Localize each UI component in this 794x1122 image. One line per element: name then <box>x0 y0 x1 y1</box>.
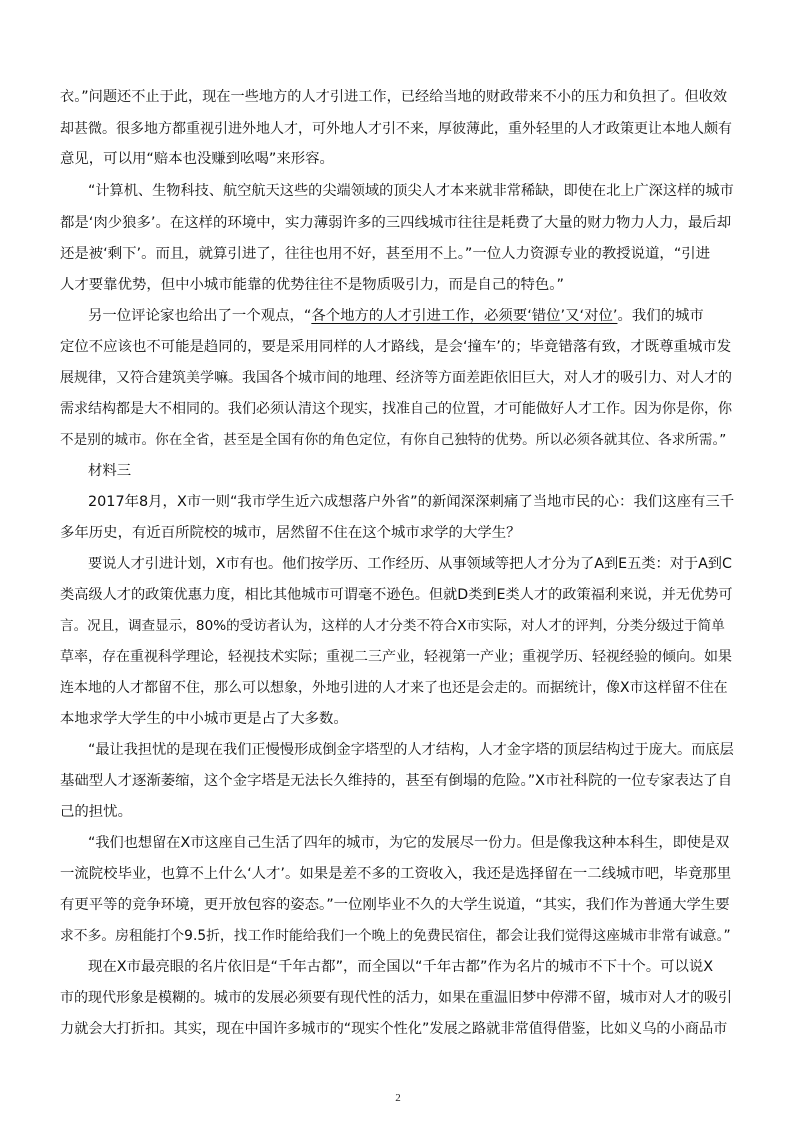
underlined-phrase: 各个地方的人才引进工作，必须要‘错位’又‘对位’ <box>311 308 618 324</box>
text-line: 力就会大打折扣。其实，现在中国许多城市的“现实个性化”发展之路就非常值得借鉴，比如义乌的小商品市 <box>60 1021 728 1037</box>
text-line: 类高级人才的政策优惠力度，相比其他城市可谓毫不逊色。但就D类到E类人才的政策福利来说，并无优势可 <box>60 587 733 603</box>
text-line: 己的担忧。 <box>60 804 132 820</box>
text-line: 2017年8月，X市一则“我市学生近六成想落户外省”的新闻深深刺痛了当地市民的心：我们这座有三千 <box>88 494 735 510</box>
text-line: 市的现代形象是模糊的。城市的发展必须要有现代性的活力，如果在重温旧梦中停滞不留，城市对人才的吸引 <box>60 990 732 1006</box>
text-line: 都是‘肉少狼多’。在这样的环境中，实力薄弱许多的三四线城市往往是耗费了大量的财力物力人力，最后却 <box>60 215 732 231</box>
text-line: 却甚微。很多地方都重视引进外地人才，可外地人才引不来，厚彼薄此，重外轻里的人才政策更让本地人颇有 <box>60 121 732 137</box>
text-line: 还是被‘剩下’。而且，就算引进了，往往也用不好，甚至用不上。”一位人力资源专业的教授说道，“引进 <box>60 246 711 262</box>
text-line: “计算机、生物科技、航空航天这些的尖端领域的顶尖人才本来就非常稀缺，即使在北上广深这样的城市 <box>88 183 734 199</box>
text-line: 连本地的人才都留不住，那么可以想象，外地引进的人才来了也还是会走的。而据统计，像X市这样留不住在 <box>60 680 728 696</box>
text-segment: 。我们的城市 <box>617 308 704 324</box>
text-line: “最让我担忧的是现在我们正慢慢形成倒金字塔型的人才结构，人才金字塔的顶层结构过于庞大。而底层 <box>88 742 734 758</box>
text-line: 衣。”问题还不止于此，现在一些地方的人才引进工作，已经给当地的财政带来不小的压力和负担了。但收效 <box>60 89 728 105</box>
text-line: 多年历史，有近百所院校的城市，居然留不住在这个城市求学的大学生？ <box>60 525 521 541</box>
text-line: “我们也想留在X市这座自己生活了四年的城市，为它的发展尽一份力。但是像我这种本科生，即使是双 <box>88 835 730 851</box>
page-number: 2 <box>395 1092 401 1104</box>
text-line: 定位不应该也不可能是趋同的，要是采用同样的人才路线，是会‘撞车’的；毕竟错落有致，才既尊重城市发 <box>60 339 732 355</box>
text-line: 草率，存在重视科学理论，轻视技术实际；重视二三产业，轻视第一产业；重视学历、轻视经验的倾向。如果 <box>60 649 732 665</box>
text-line: 需求结构都是大不相同的。我们必须认清这个现实，找准自己的位置，才可能做好人才工作。因为你是你，你 <box>60 401 732 417</box>
text-line: 要说人才引进计划，X市有也。他们按学历、工作经历、从事领域等把人才分为了A到E五类：对于A到C <box>88 556 732 572</box>
text-line: 现在X市最亮眼的名片依旧是“千年古都”，而全国以“千年古都”作为名片的城市不下十个。可以说X <box>88 959 714 975</box>
text-segment: 另一位评论家也给出了一个观点，“ <box>88 308 312 324</box>
text-line: 本地求学大学生的中小城市更是占了大多数。 <box>60 711 348 727</box>
text-line: 有更平等的竞争环境，更开放包容的姿态。”一位刚毕业不久的大学生说道，“其实，我们作为普通大学生要 <box>60 897 730 913</box>
text-line: 求不多。房租能打个9.5折，找工作时能给我们一个晚上的免费民宿住，都会让我们觉得这座城市非常有诚意。” <box>60 928 731 944</box>
text-line: 基础型人才逐渐萎缩，这个金字塔是无法长久维持的，甚至有倒塌的危险。”X市社科院的一位专家表达了自 <box>60 773 733 789</box>
text-line: 展规律，又符合建筑美学嘛。我国各个城市间的地理、经济等方面差距依旧巨大，对人才的吸引力、对人才的 <box>60 370 732 386</box>
text-line: 言。况且，调查显示，80%的受访者认为，这样的人才分类不符合X市实际，对人才的评判，分类分级过于简单 <box>60 618 725 634</box>
text-line: 人才要靠优势，但中小城市能靠的优势往往不是物质吸引力，而是自己的特色。” <box>60 277 564 293</box>
text-line: 一流院校毕业，也算不上什么‘人才’。如果是差不多的工资收入，我还是选择留在一二线城市吧，毕竟那里 <box>60 866 732 882</box>
text-line: 不是别的城市。你在全省，甚至是全国有你的角色定位，有你自己独特的优势。所以必须各就其位、各求所需。” <box>60 432 727 448</box>
section-heading: 材料三 <box>88 463 132 479</box>
text-line <box>88 307 704 325</box>
text-line: 意见，可以用“赔本也没赚到吆喝”来形容。 <box>60 151 334 167</box>
